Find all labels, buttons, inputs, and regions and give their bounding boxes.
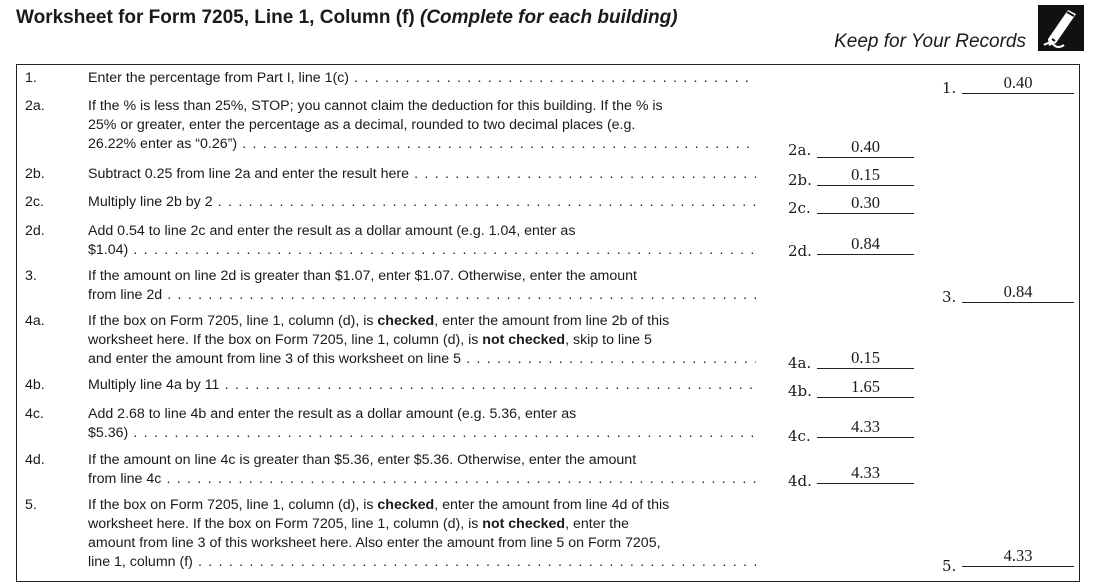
line-number: 2b.	[25, 166, 45, 182]
line-label: 2a.	[788, 141, 812, 159]
line-value: 0.84	[962, 282, 1074, 303]
line-value: 0.40	[817, 137, 914, 158]
line-label: 4c.	[788, 427, 811, 445]
line-instruction: If the amount on line 2d is greater than $1.07, enter $1.07. Otherwise, enter the amount from line 2d . . .	[88, 267, 756, 305]
line-number: 5.	[25, 497, 37, 513]
line-number: 4c.	[25, 406, 44, 422]
line-label: 2b.	[788, 171, 812, 189]
line-number: 2c.	[25, 194, 44, 210]
pencil-icon	[1038, 5, 1084, 51]
title-main: Worksheet for Form 7205, Line 1, Column (f)	[16, 7, 415, 28]
line-value: 1.65	[817, 377, 914, 398]
line-label: 2c.	[788, 199, 811, 217]
line-value: 0.15	[817, 165, 914, 186]
worksheet-table	[16, 64, 1080, 582]
line-instruction: Enter the percentage from Part I, line 1(c) . . .	[88, 69, 756, 88]
line-instruction: If the % is less than 25%, STOP; you cannot claim the deduction for this building. If the % is 25% or greater, enter the percentage as a decimal, rounded to two decimal places (e.g. 26.22% enter as “0.26”) . . .	[88, 97, 756, 154]
line-value: 0.40	[962, 73, 1074, 94]
line-instruction: Add 2.68 to line 4b and enter the result as a dollar amount (e.g. 5.36, enter as $5.36) . . .	[88, 405, 756, 443]
line-number: 1.	[25, 70, 37, 86]
line-instruction: Multiply line 2b by 2 . . .	[88, 193, 756, 212]
line-value: 0.84	[817, 234, 914, 255]
line-label: 4b.	[788, 382, 812, 400]
line-instruction: Subtract 0.25 from line 2a and enter the result here . . .	[88, 165, 756, 184]
line-instruction: If the box on Form 7205, line 1, column (d), is checked, enter the amount from line 4d of this worksheet here. If the box on Form 7205, line 1, column (d), is not checked, enter the amount from line 3 of this worksheet here. Also enter the amount from line 5 on Form 7205, line 1, column (f) . . .	[88, 496, 756, 572]
line-label: 4a.	[788, 354, 812, 372]
keep-for-records-label: Keep for Your Records	[834, 31, 1026, 52]
line-number: 4a.	[25, 313, 45, 329]
line-instruction: Add 0.54 to line 2c and enter the result as a dollar amount (e.g. 1.04, enter as $1.04) . . .	[88, 222, 756, 260]
line-label: 3.	[942, 288, 957, 306]
line-instruction: If the box on Form 7205, line 1, column (d), is checked, enter the amount from line 2b of this worksheet here. If the box on Form 7205, line 1, column (d), is not checked, skip to line 5 and enter the amount from line 3 of this worksheet on line 5 . . .	[88, 312, 756, 369]
line-number: 4d.	[25, 452, 45, 468]
line-number: 2d.	[25, 223, 45, 239]
line-number: 4b.	[25, 377, 45, 393]
line-instruction: Multiply line 4a by 11 . . .	[88, 376, 756, 395]
line-label: 5.	[942, 557, 957, 575]
line-value: 4.33	[817, 417, 914, 438]
line-instruction: If the amount on line 4c is greater than $5.36, enter $5.36. Otherwise, enter the amount from line 4c . . .	[88, 451, 756, 489]
line-value: 4.33	[962, 546, 1074, 567]
worksheet-title	[16, 5, 716, 31]
line-number: 3.	[25, 268, 37, 284]
line-value: 4.33	[817, 463, 914, 484]
line-value: 0.15	[817, 348, 914, 369]
line-label: 1.	[942, 79, 957, 97]
line-number: 2a.	[25, 98, 45, 114]
line-value: 0.30	[817, 193, 914, 214]
title-italic: (Complete for each building)	[420, 7, 678, 28]
line-label: 2d.	[788, 242, 812, 260]
line-label: 4d.	[788, 472, 812, 490]
